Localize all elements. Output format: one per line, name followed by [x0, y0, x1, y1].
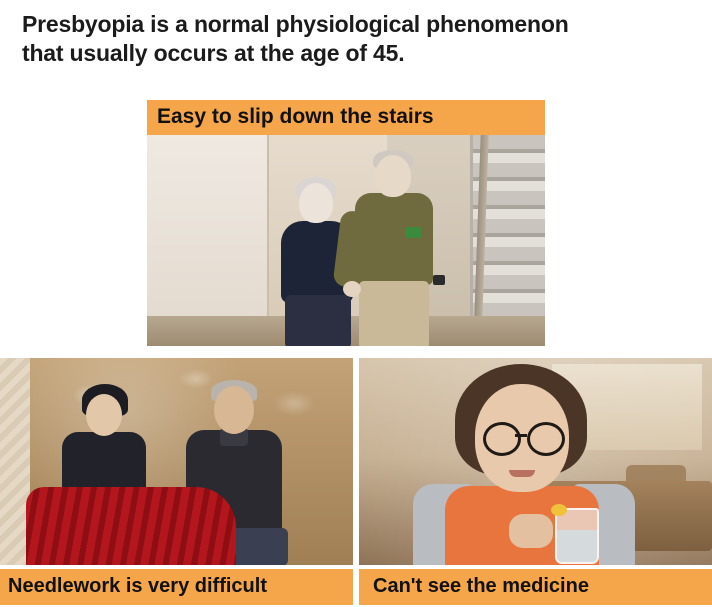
bottom-panels — [0, 358, 712, 607]
elderly-woman-skirt — [285, 295, 351, 346]
pill — [551, 504, 567, 516]
elderly-man-head — [375, 155, 411, 197]
woman-hand — [509, 514, 553, 548]
scene-top-illustration — [147, 135, 545, 346]
knitting-woman-head — [86, 394, 122, 436]
page-title — [22, 10, 692, 68]
scene-medicine-illustration — [359, 358, 712, 565]
panel-top — [147, 100, 545, 346]
panel-bottom-left — [0, 358, 353, 607]
wristwatch — [433, 275, 445, 285]
headline-line-2: that usually occurs at the age of 45. — [22, 39, 405, 66]
photo-medicine — [359, 358, 712, 565]
shirt-badge — [405, 227, 421, 238]
red-knitted-blanket — [26, 487, 236, 565]
caption-bottom-left: Needlework is very difficult — [0, 569, 353, 605]
wall-left — [147, 135, 267, 346]
elderly-man-body — [355, 193, 433, 285]
panel-bottom-right — [359, 358, 712, 607]
elderly-man-pants — [359, 281, 429, 346]
photo-needlework — [0, 358, 353, 565]
glasses-bridge — [515, 434, 527, 437]
caption-bottom-right: Can't see the medicine — [359, 569, 712, 605]
glasses-lens-left — [483, 422, 521, 456]
headline-line-1: Presbyopia is a normal physiological phenomenon — [22, 11, 569, 37]
glasses-lens-right — [527, 422, 565, 456]
photo-elderly-couple-stairs — [147, 135, 545, 346]
water — [557, 530, 597, 562]
woman-mouth — [509, 470, 535, 477]
caption-top: Easy to slip down the stairs — [147, 100, 545, 135]
scene-needlework-illustration — [0, 358, 353, 565]
seated-man-head — [214, 386, 254, 434]
water-glass — [555, 508, 599, 564]
elderly-woman-head — [299, 183, 333, 223]
